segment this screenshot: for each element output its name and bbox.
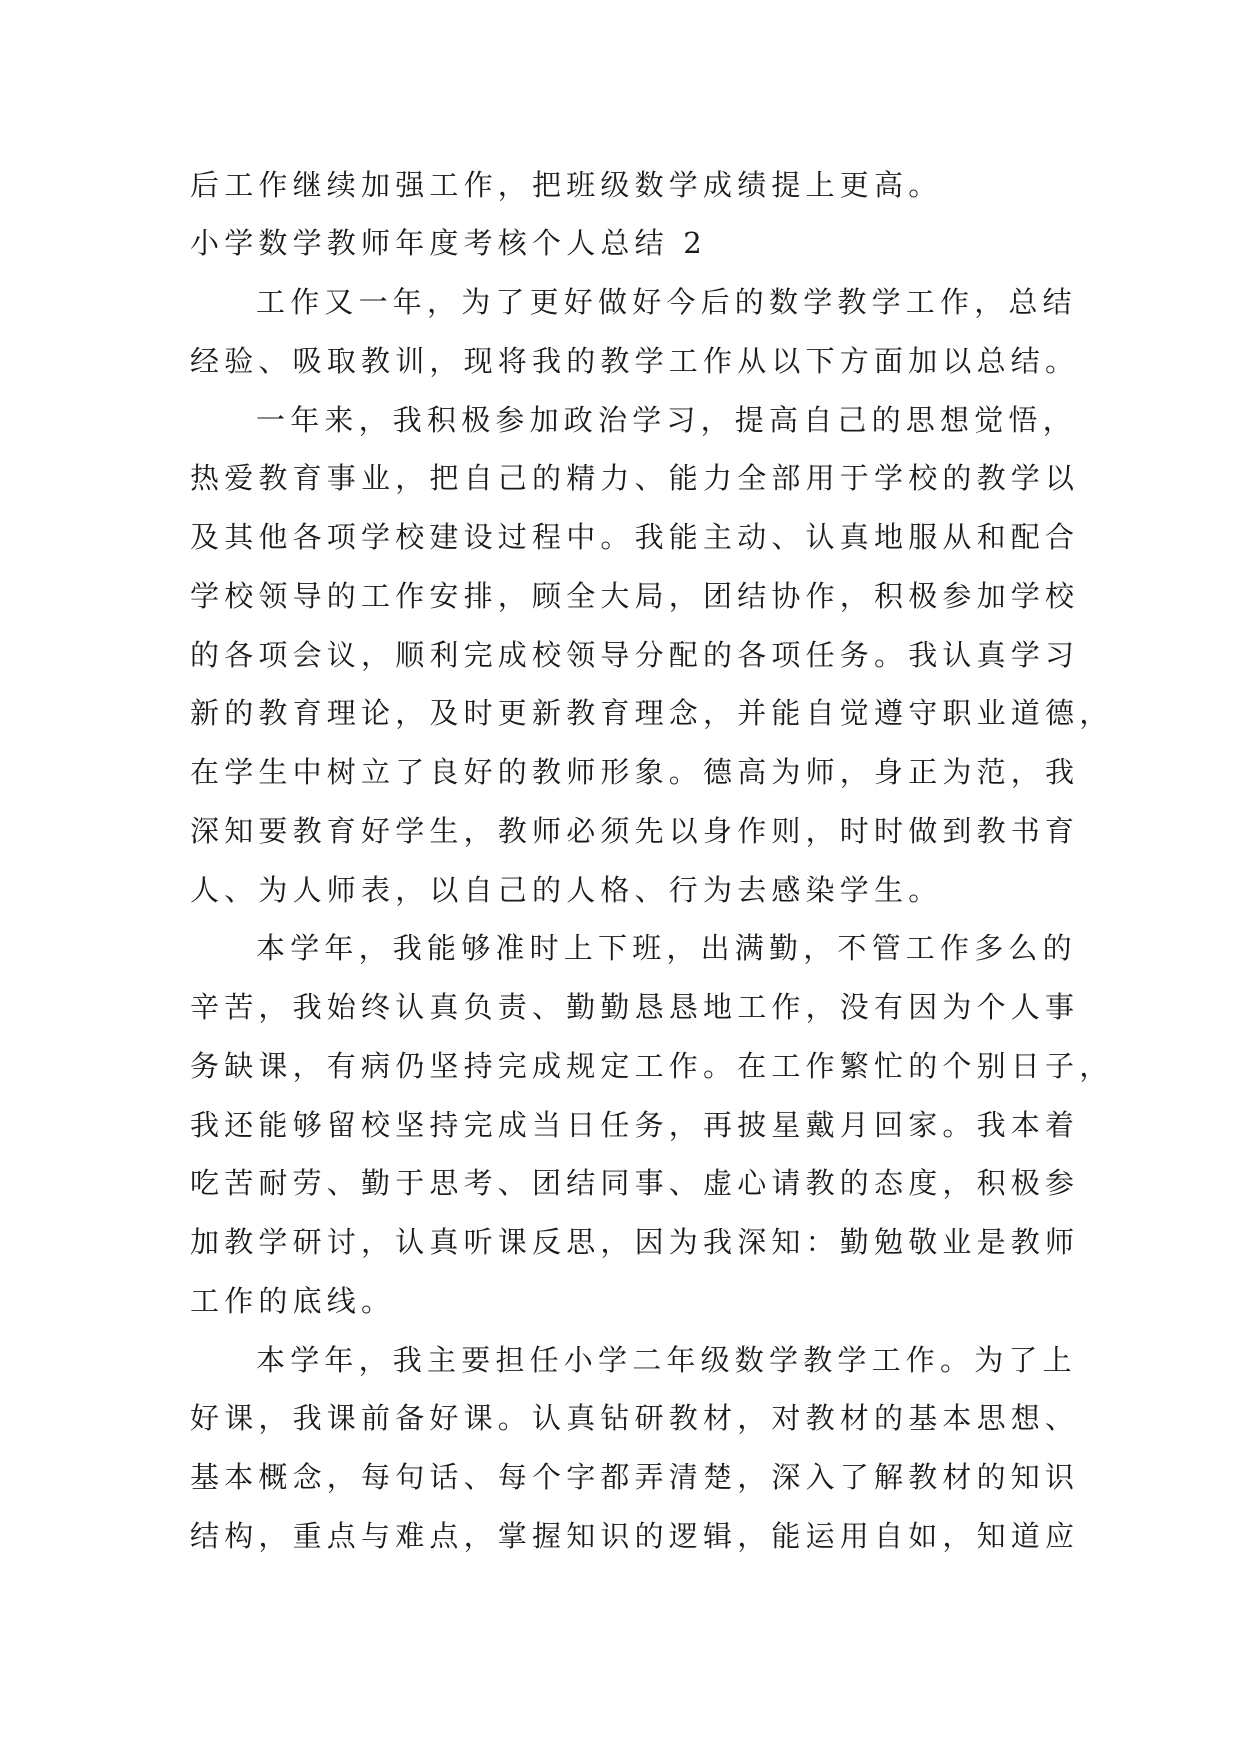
text-line: 吃苦耐劳、勤于思考、团结同事、虚心请教的态度，积极参 [190,1166,1080,1200]
text-line: 基本概念，每句话、每个字都弄清楚，深入了解教材的知识 [190,1460,1080,1494]
text-line: 工作的底线。 [190,1284,396,1318]
text-line: 的各项会议，顺利完成校领导分配的各项任务。我认真学习 [190,638,1080,672]
paragraph-first-line: 本学年，我主要担任小学二年级数学教学工作。为了上 [256,1343,1077,1377]
text-line: 辛苦，我始终认真负责、勤勤恳恳地工作，没有因为个人事 [190,990,1080,1024]
text-line: 热爱教育事业，把自己的精力、能力全部用于学校的教学以 [190,461,1080,495]
text-line: 经验、吸取教训，现将我的教学工作从以下方面加以总结。 [190,344,1080,378]
section-heading: 小学数学教师年度考核个人总结 2 [190,226,707,260]
paragraph-first-line: 一年来，我积极参加政治学习，提高自己的思想觉悟， [256,403,1077,437]
paragraph-first-line: 工作又一年，为了更好做好今后的数学教学工作，总结 [256,285,1077,319]
text-line: 及其他各项学校建设过程中。我能主动、认真地服从和配合 [190,520,1080,554]
text-line: 深知要教育好学生，教师必须先以身作则，时时做到教书育 [190,814,1080,848]
text-line: 我还能够留校坚持完成当日任务，再披星戴月回家。我本着 [190,1108,1080,1142]
text-line: 人、为人师表，以自己的人格、行为去感染学生。 [190,873,943,907]
text-line: 结构，重点与难点，掌握知识的逻辑，能运用自如，知道应 [190,1519,1080,1553]
text-line: 好课，我课前备好课。认真钻研教材，对教材的基本思想、 [190,1401,1080,1435]
text-line: 学校领导的工作安排，顾全大局，团结协作，积极参加学校 [190,579,1080,613]
text-line: 在学生中树立了良好的教师形象。德高为师，身正为范，我 [190,755,1080,789]
text-line: 新的教育理论，及时更新教育理念，并能自觉遵守职业道德， [190,696,1114,730]
text-line: 后工作继续加强工作，把班级数学成绩提上更高。 [190,168,943,202]
text-line: 加教学研讨，认真听课反思，因为我深知：勤勉敬业是教师 [190,1225,1080,1259]
paragraph-first-line: 本学年，我能够准时上下班，出满勤，不管工作多么的 [256,931,1077,965]
text-line: 务缺课，有病仍坚持完成规定工作。在工作繁忙的个别日子， [190,1049,1114,1083]
